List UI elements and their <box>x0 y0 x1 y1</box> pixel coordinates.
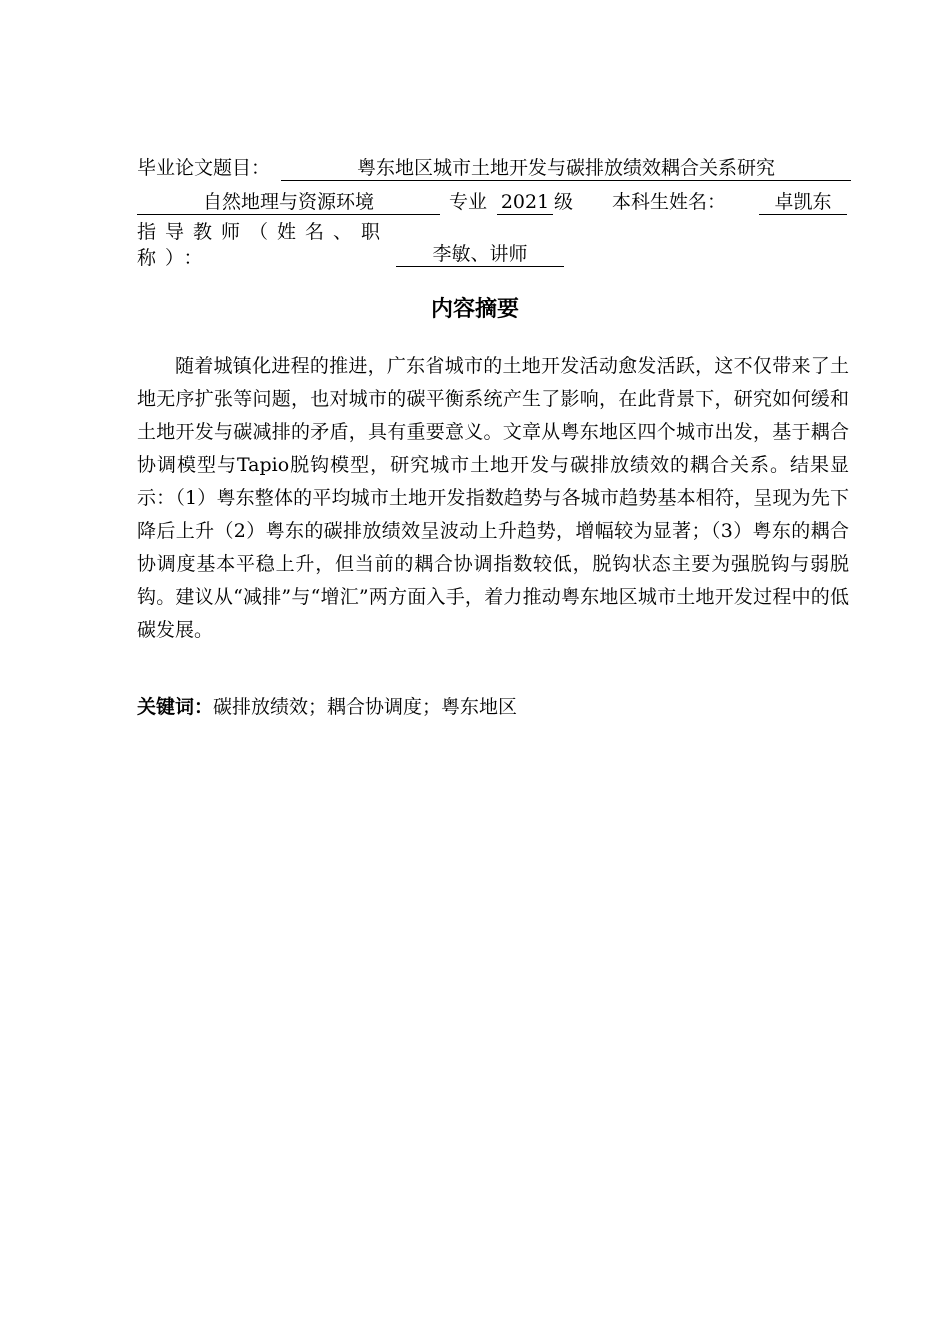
student-name-value: 卓凯东 <box>759 190 847 215</box>
grade-value: 2021 <box>497 190 553 215</box>
thesis-title-label: 毕业论文题目： <box>137 157 271 179</box>
student-name-label: 本科生姓名： <box>612 191 727 213</box>
keywords-values: 碳排放绩效；耦合协调度；粤东地区 <box>213 696 518 718</box>
keywords-line <box>137 694 517 720</box>
thesis-title-value: 粤东地区城市土地开发与碳排放绩效耦合关系研究 <box>281 156 851 181</box>
keywords-label: 关键词： <box>137 696 214 718</box>
grade-label: 级 <box>554 191 574 213</box>
abstract-title: 内容摘要 <box>430 297 519 322</box>
major-value: 自然地理与资源环境 <box>137 190 440 215</box>
advisor-value: 李敏、讲师 <box>396 242 564 267</box>
major-label: 专业 <box>449 191 488 213</box>
abstract-body: 随着城镇化进程的推进，广东省城市的土地开发活动愈发活跃，这不仅带来了土地无序扩张等问题，也对城市的碳平衡系统产生了影响，在此背景下，研究如何缓和土地开发与碳减排的矛盾，具有重要意义。文章从粤东地区四个城市出发，基于耦合协调模型与Tapio脱钩模型，研究城市土地开发与碳排放绩效的耦合关系。结果显示：（1）粤东整体的平均城市土地开发指数趋势与各城市趋势基本相符，呈现为先下降后上升（2）粤东的碳排放绩效呈波动上升趋势，增幅较为显著；（3）粤东的耦合协调度基本平稳上升，但当前的耦合协调指数较低，脱钩状态主要为强脱钩与弱脱钩。建议从“减排”与“增汇”两方面入手，着力推动粤东地区城市土地开发过程中的低碳发展。 <box>137 355 849 641</box>
advisor-label: 指导教师（姓名、职称）： <box>137 221 390 269</box>
